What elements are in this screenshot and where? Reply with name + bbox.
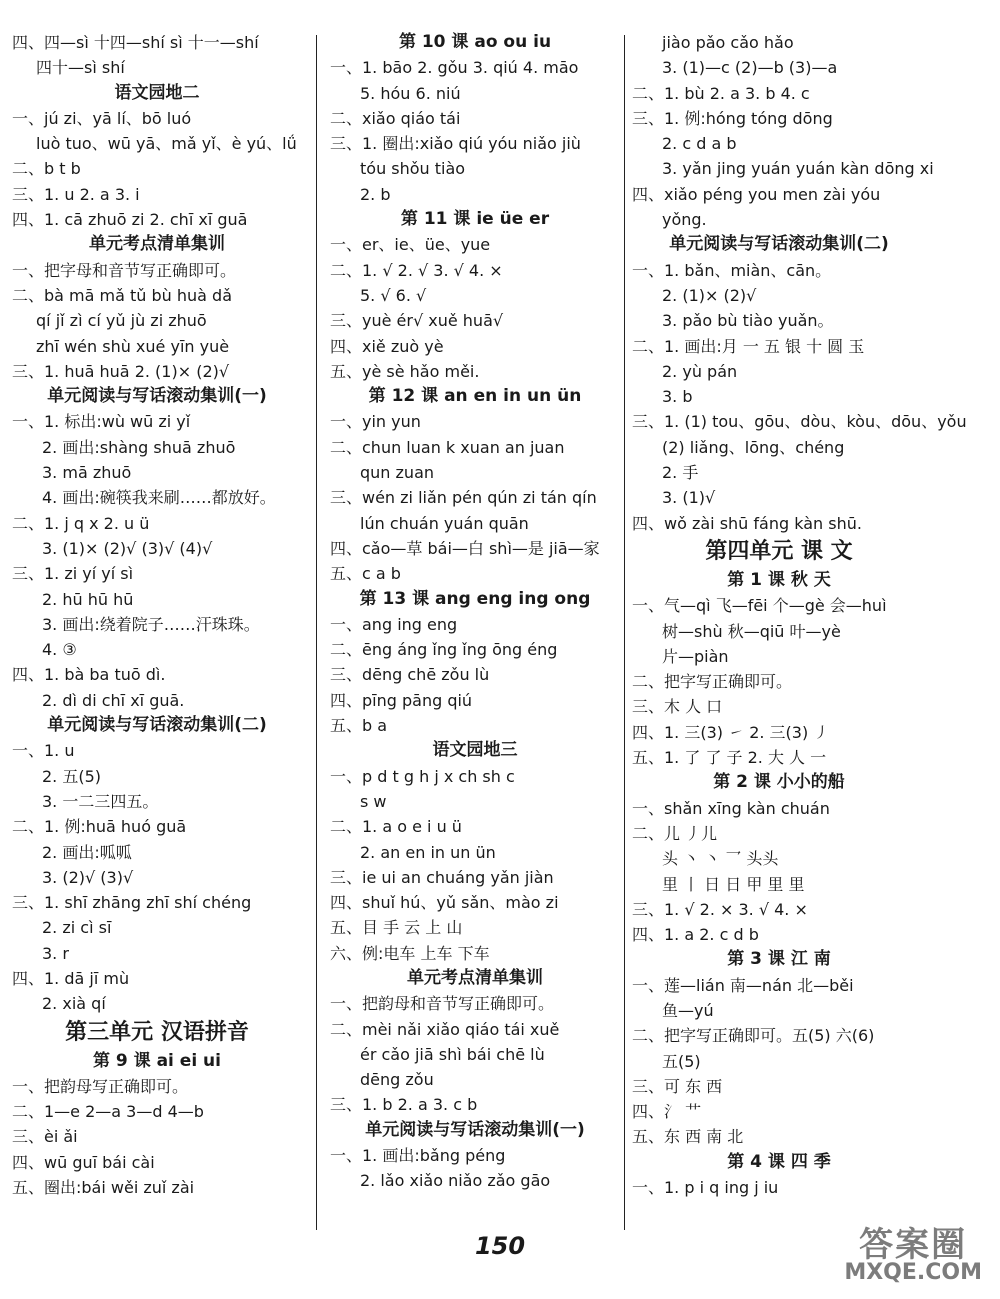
- answer-line: 树—shù 秋—qiū 叶—yè: [662, 621, 841, 641]
- answer-line: 2. 五(5): [42, 766, 102, 786]
- answer-line: 二、chun luan k xuan an juan: [330, 437, 565, 457]
- answer-line: 3. (1)× (2)√ (3)√ (4)√: [42, 538, 213, 558]
- answer-line: 2. c d a b: [662, 134, 737, 154]
- answer-line: 二、bà mā mǎ tǔ bù huà dǎ: [12, 285, 233, 305]
- watermark-brand: 答案圈: [859, 1225, 968, 1265]
- answer-line: 3. pǎo bù tiào yuǎn。: [662, 311, 834, 331]
- answer-line: 二、ēng áng ǐng ǐng ōng éng: [330, 640, 558, 660]
- answer-line: 2. 画出:shàng shuā zhuō: [42, 437, 236, 457]
- answer-line: 2. b: [360, 184, 391, 204]
- answer-line: 2. zi cì sī: [42, 918, 112, 938]
- answer-line: 二、xiǎo qiáo tái: [330, 108, 461, 128]
- answer-line: 二、1. 例:huā huó guā: [12, 817, 187, 837]
- answer-line: 四、xiǎo péng you men zài yóu: [632, 184, 881, 204]
- answer-line: 2. 手: [662, 463, 699, 483]
- column-right: [632, 30, 967, 1230]
- answer-line: 2. an en in un ün: [360, 842, 496, 862]
- answer-line: 三、1. 例:hóng tóng dōng: [632, 108, 833, 128]
- answer-line: 三、1. huā huā 2. (1)× (2)√: [12, 361, 230, 381]
- answer-line: jiào pǎo cǎo hǎo: [662, 33, 794, 52]
- answer-line: 5. √ 6. √: [360, 285, 427, 305]
- column-left: [12, 30, 302, 1230]
- answer-line: 三、wén zi liǎn pén qún zi tán qín: [330, 488, 597, 508]
- watermark-logo: [844, 1217, 982, 1285]
- answer-line: 4. 画出:碗筷我来刷……都放好。: [42, 488, 276, 508]
- answer-line: 2. (1)× (2)√: [662, 285, 757, 305]
- answer-line: 一、er、ie、üe、yue: [330, 235, 491, 255]
- answer-line: 2. dì di chī xī guā.: [42, 690, 185, 710]
- answer-line: 一、yin yun: [330, 412, 421, 432]
- answer-line: 五、yè sè hǎo měi.: [330, 361, 480, 381]
- section-heading: 单元阅读与写话滚动集训(二): [669, 234, 889, 255]
- section-heading: 语文园地二: [114, 82, 200, 103]
- answer-line: 一、把韵母和音节写正确即可。: [330, 994, 555, 1014]
- answer-line: qí jǐ zì cí yǔ jù zi zhuō: [36, 311, 207, 331]
- answer-line: 3. (1)—c (2)—b (3)—a: [662, 58, 838, 78]
- answer-line: dēng zǒu: [360, 1070, 434, 1090]
- answer-line: 2. yù pán: [662, 361, 738, 381]
- watermark-site: MXQE.COM: [844, 1260, 982, 1285]
- section-heading: 第 3 课 江 南: [727, 949, 831, 970]
- answer-line: 里 丨 日 日 甲 里 里: [662, 874, 805, 894]
- answer-line: 三、yuè ér√ xuě huā√: [330, 311, 504, 331]
- answer-line: 三、dēng chē zǒu lù: [330, 665, 490, 685]
- answer-line: 3. 一二三四五。: [42, 791, 159, 811]
- answer-line: 二、1. √ 2. √ 3. √ 4. ×: [330, 260, 503, 280]
- answer-line: 四、1. cā zhuō zi 2. chī xī guā: [12, 210, 248, 230]
- answer-line: 四、1. 三(3) ㇀ 2. 三(3) ㇓: [632, 722, 830, 742]
- answer-line: 一、ang ing eng: [330, 614, 458, 634]
- answer-line: ér cǎo jiā shì bái chē lù: [360, 1044, 545, 1064]
- answer-line: 一、shǎn xīng kàn chuán: [632, 798, 830, 818]
- answer-line: 2. hū hū hū: [42, 589, 134, 609]
- answer-line: 3. r: [42, 943, 69, 963]
- answer-line: yǒng.: [662, 210, 707, 230]
- answer-line: 一、把韵母写正确即可。: [12, 1076, 189, 1096]
- answer-line: 五、b a: [330, 716, 388, 736]
- answer-line: 四、四—sì 十四—shí sì 十一—shí: [12, 33, 259, 52]
- answer-line: 四、pīng pāng qiú: [330, 690, 473, 710]
- answer-line: 四、1. dā jī mù: [12, 968, 130, 988]
- answer-line: 四、1. a 2. c d b: [632, 925, 759, 945]
- answer-line: 二、1. 画出:月 一 五 银 十 圆 玉: [632, 336, 865, 356]
- answer-line: 四、氵 艹: [632, 1102, 702, 1122]
- page-number: 150: [474, 1232, 526, 1260]
- answer-line: 三、1. zi yí yí sì: [12, 564, 134, 584]
- answer-line: lún chuán yuán quān: [360, 513, 529, 533]
- answer-line: 五、圈出:bái wěi zuǐ zài: [12, 1178, 195, 1198]
- answer-line: 二、1. j q x 2. u ü: [12, 513, 150, 533]
- answer-line: 六、例:电车 上车 下车: [330, 943, 490, 963]
- answer-line: s w: [360, 791, 387, 811]
- column-divider: [316, 35, 317, 1230]
- answer-line: 2. xià qí: [42, 994, 106, 1014]
- answer-line: 三、ie ui an chuáng yǎn jiàn: [330, 867, 554, 887]
- answer-line: 一、1. bāo 2. gǒu 3. qiú 4. māo: [330, 58, 579, 78]
- answer-line: 三、1. b 2. a 3. c b: [330, 1095, 478, 1115]
- section-heading: 第 1 课 秋 天: [727, 569, 831, 590]
- answer-line: 三、1. u 2. a 3. i: [12, 184, 140, 204]
- answer-line: 一、1. bǎn、miàn、cān。: [632, 260, 832, 280]
- answer-line: 四、xiě zuò yè: [330, 336, 444, 356]
- answer-line: (2) liǎng、lōng、chéng: [662, 437, 845, 457]
- answer-line: 三、èi ǎi: [12, 1127, 78, 1147]
- answer-line: 三、可 东 西: [632, 1076, 723, 1096]
- section-heading: 第 4 课 四 季: [727, 1151, 831, 1172]
- answer-line: 一、莲—lián 南—nán 北—běi: [632, 975, 854, 995]
- answer-line: 一、把字母和音节写正确即可。: [12, 260, 237, 280]
- section-heading: 单元阅读与写话滚动集训(一): [47, 386, 267, 407]
- answer-line: 一、1. u: [12, 741, 75, 761]
- answer-line: 四十—sì shí: [36, 58, 125, 78]
- answer-line: 一、1. 标出:wù wū zi yǐ: [12, 412, 191, 432]
- answer-line: 一、气—qì 飞—fēi 个—gè 会—huì: [632, 596, 887, 616]
- section-heading: 第 13 课 ang eng ing ong: [359, 588, 591, 609]
- answer-line: 二、儿 丿儿: [632, 823, 718, 843]
- answer-line: 3. mā zhuō: [42, 463, 132, 483]
- section-heading: 第四单元 课 文: [705, 538, 853, 564]
- answer-line: 四、wǒ zài shū fáng kàn shū.: [632, 513, 862, 533]
- answer-line: 3. 画出:绕着院子……汗珠珠。: [42, 614, 260, 634]
- answer-line: 一、p d t g h j x ch sh c: [330, 766, 515, 786]
- answer-line: 2. lǎo xiǎo niǎo zǎo gāo: [360, 1171, 551, 1191]
- answer-line: 五(5): [662, 1051, 701, 1071]
- answer-line: 四、cǎo—草 bái—白 shì—是 jiā—家: [330, 538, 600, 558]
- section-heading: 第 12 课 an en in un ün: [368, 386, 582, 407]
- answer-line: 三、1. shī zhāng zhī shí chéng: [12, 893, 252, 913]
- answer-line: 3. yǎn jing yuán yuán kàn dōng xi: [662, 159, 934, 179]
- answer-line: 片—piàn: [662, 646, 729, 666]
- answer-line: 四、wū guī bái cài: [12, 1152, 155, 1172]
- answer-line: 一、1. p i q ing j iu: [632, 1178, 779, 1198]
- answer-line: 四、1. bà ba tuō dì.: [12, 665, 166, 685]
- answer-line: 2. 画出:呱呱: [42, 842, 132, 862]
- answer-line: 一、1. 画出:bǎng péng: [330, 1146, 506, 1166]
- answer-line: 5. hóu 6. niú: [360, 83, 461, 103]
- section-heading: 单元阅读与写话滚动集训(一): [365, 1119, 585, 1140]
- answer-line: 4. ③: [42, 640, 77, 660]
- section-heading: 第 9 课 ai ei ui: [92, 1050, 221, 1071]
- section-heading: 第 10 课 ao ou iu: [398, 32, 552, 52]
- answer-line: 三、1. √ 2. × 3. √ 4. ×: [632, 899, 808, 919]
- answer-line: 一、jú zi、yā lí、bō luó: [12, 108, 192, 128]
- column-middle: [330, 30, 620, 1230]
- answer-line: 二、1. bù 2. a 3. b 4. c: [632, 83, 810, 103]
- answer-line: 三、木 人 口: [632, 697, 723, 717]
- section-heading: 单元阅读与写话滚动集训(二): [47, 715, 267, 736]
- answer-line: qun zuan: [360, 463, 435, 483]
- answer-line: 五、c a b: [330, 564, 401, 584]
- answer-line: 三、1. (1) tou、gōu、dòu、kòu、dōu、yǒu: [632, 412, 967, 432]
- answer-line: 五、东 西 南 北: [632, 1127, 744, 1147]
- answer-line: zhī wén shù xué yīn yuè: [36, 336, 230, 356]
- answer-line: tóu shǒu tiào: [360, 159, 466, 179]
- answer-line: 3. (2)√ (3)√: [42, 867, 134, 887]
- answer-line: 二、1—e 2—a 3—d 4—b: [12, 1102, 204, 1122]
- answer-line: 二、1. a o e i u ü: [330, 817, 462, 837]
- section-heading: 第 11 课 ie üe er: [400, 209, 550, 230]
- answer-line: 四、shuǐ hú、yǔ sǎn、mào zi: [330, 893, 559, 913]
- answer-line: 二、把字写正确即可。: [632, 672, 793, 692]
- section-heading: 单元考点清单集训: [89, 234, 225, 255]
- answer-line: luò tuo、wū yā、mǎ yǐ、è yú、lǘ: [36, 134, 297, 154]
- answer-line: 鱼—yú: [662, 1000, 714, 1020]
- column-divider: [624, 35, 625, 1230]
- answer-line: 二、mèi nǎi xiǎo qiáo tái xuě: [330, 1019, 560, 1039]
- section-heading: 第三单元 汉语拼音: [65, 1019, 249, 1045]
- section-heading: 单元考点清单集训: [407, 967, 543, 988]
- answer-line: 3. b: [662, 387, 693, 407]
- answer-line: 二、b t b: [12, 159, 81, 179]
- section-heading: 第 2 课 小小的船: [713, 772, 845, 793]
- answer-line: 五、目 手 云 上 山: [330, 918, 463, 938]
- answer-line: 3. (1)√: [662, 488, 716, 508]
- answer-line: 二、把字写正确即可。五(5) 六(6): [632, 1026, 875, 1046]
- answer-line: 三、1. 圈出:xiǎo qiú yóu niǎo jiù: [330, 134, 581, 154]
- answer-line: 头 丶 丶 乛 头头: [662, 849, 779, 869]
- answer-line: 五、1. 了 了 子 2. 大 人 一: [632, 748, 827, 768]
- section-heading: 语文园地三: [432, 740, 518, 761]
